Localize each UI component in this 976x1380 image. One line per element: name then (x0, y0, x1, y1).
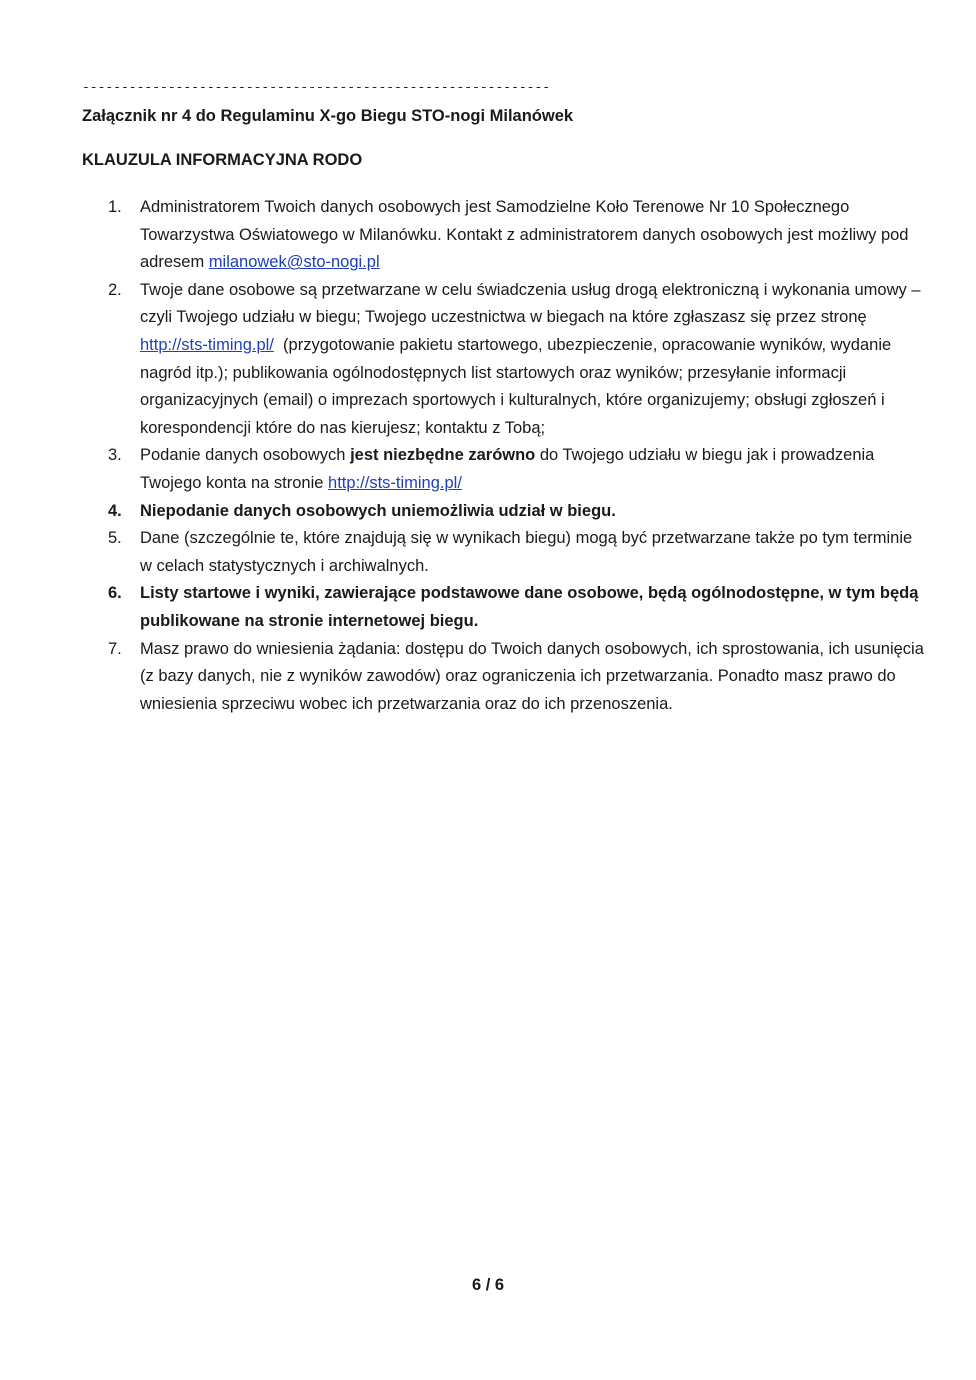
list-item (108, 580, 928, 635)
separator-line: ------------------------------------------------------------ (82, 80, 551, 95)
document-title: Załącznik nr 4 do Regulaminu X-go Biegu STO-nogi Milanówek (82, 107, 574, 125)
clause-title: KLAUZULA INFORMACYJNA RODO (82, 151, 363, 169)
item-text: Listy startowe i wyniki, zawierające podstawowe dane osobowe, będą ogólnodostępne, w tym będą publikowane na stronie internetowej biegu. (140, 584, 919, 630)
item-text: Masz prawo do wniesienia żądania: dostępu do Twoich danych osobowych, ich sprostowania, ich usunięcia (z bazy danych, nie z wyników zawodów) oraz ograniczenia ich przetwarzania. Ponadto masz prawo do wniesienia sprzeciwu wobec ich przetwarzania oraz do ich przenoszenia. (140, 639, 924, 713)
item-number: 5. (108, 529, 122, 548)
list-item (108, 442, 928, 497)
item-number: 6. (108, 584, 122, 603)
item-text: Administratorem Twoich danych osobowych jest Samodzielne Koło Terenowe Nr 10 Społecznego Towarzystwa Oświatowego w Milanówku. Kontakt z administratorem danych osobowych jest możliwy pod adresem (140, 198, 909, 272)
list-item (108, 636, 928, 719)
item-number: 3. (108, 446, 122, 465)
item-text: Niepodanie danych osobowych uniemożliwia udział w biegu. (140, 501, 616, 520)
item-number: 1. (108, 198, 122, 216)
item-text: Dane (szczególnie te, które znajdują się w wynikach biegu) mogą być przetwarzane także po tym terminie w celach statystycznych i archiwalnych. (140, 529, 913, 575)
list-item (108, 277, 928, 443)
clause-list (108, 194, 928, 718)
email-link[interactable]: milanowek@sto-nogi.pl (208, 253, 380, 272)
item-text: Podanie danych osobowych (140, 446, 351, 465)
item-text-bold: jest niezbędne zarówno (350, 446, 536, 465)
list-item (108, 194, 928, 277)
item-number: 4. (108, 501, 122, 520)
item-number: 2. (108, 280, 122, 299)
list-item (108, 498, 928, 526)
item-text: do Twojego udziału w biegu jak i prowadzenia Twojego konta na stronie (140, 446, 875, 492)
page-number: 6 / 6 (471, 1276, 505, 1294)
sts-timing-link[interactable]: http://sts-timing.pl/ (140, 335, 274, 354)
item-text: (przygotowanie pakietu startowego, ubezpieczenie, opracowanie wyników, wydanie nagród itp.); publikowania ogólnodostępnych list startowych oraz wyników; przesyłanie informacji organizacyjnych (email) o imprezach sportowych i kulturalnych, które organizujemy; obsługi zgłoszeń i korespondencji które do nas kierujesz; kontaktu z Tobą; (140, 335, 896, 437)
sts-timing-link[interactable]: http://sts-timing.pl/ (328, 473, 462, 492)
item-text: Twoje dane osobowe są przetwarzane w celu świadczenia usług drogą elektroniczną i wykonania umowy – czyli Twojego udziału w biegu; Twojego uczestnictwa w biegach na które zgłaszasz się przez stronę (140, 280, 921, 327)
list-item (108, 525, 928, 580)
item-number: 7. (108, 639, 122, 658)
